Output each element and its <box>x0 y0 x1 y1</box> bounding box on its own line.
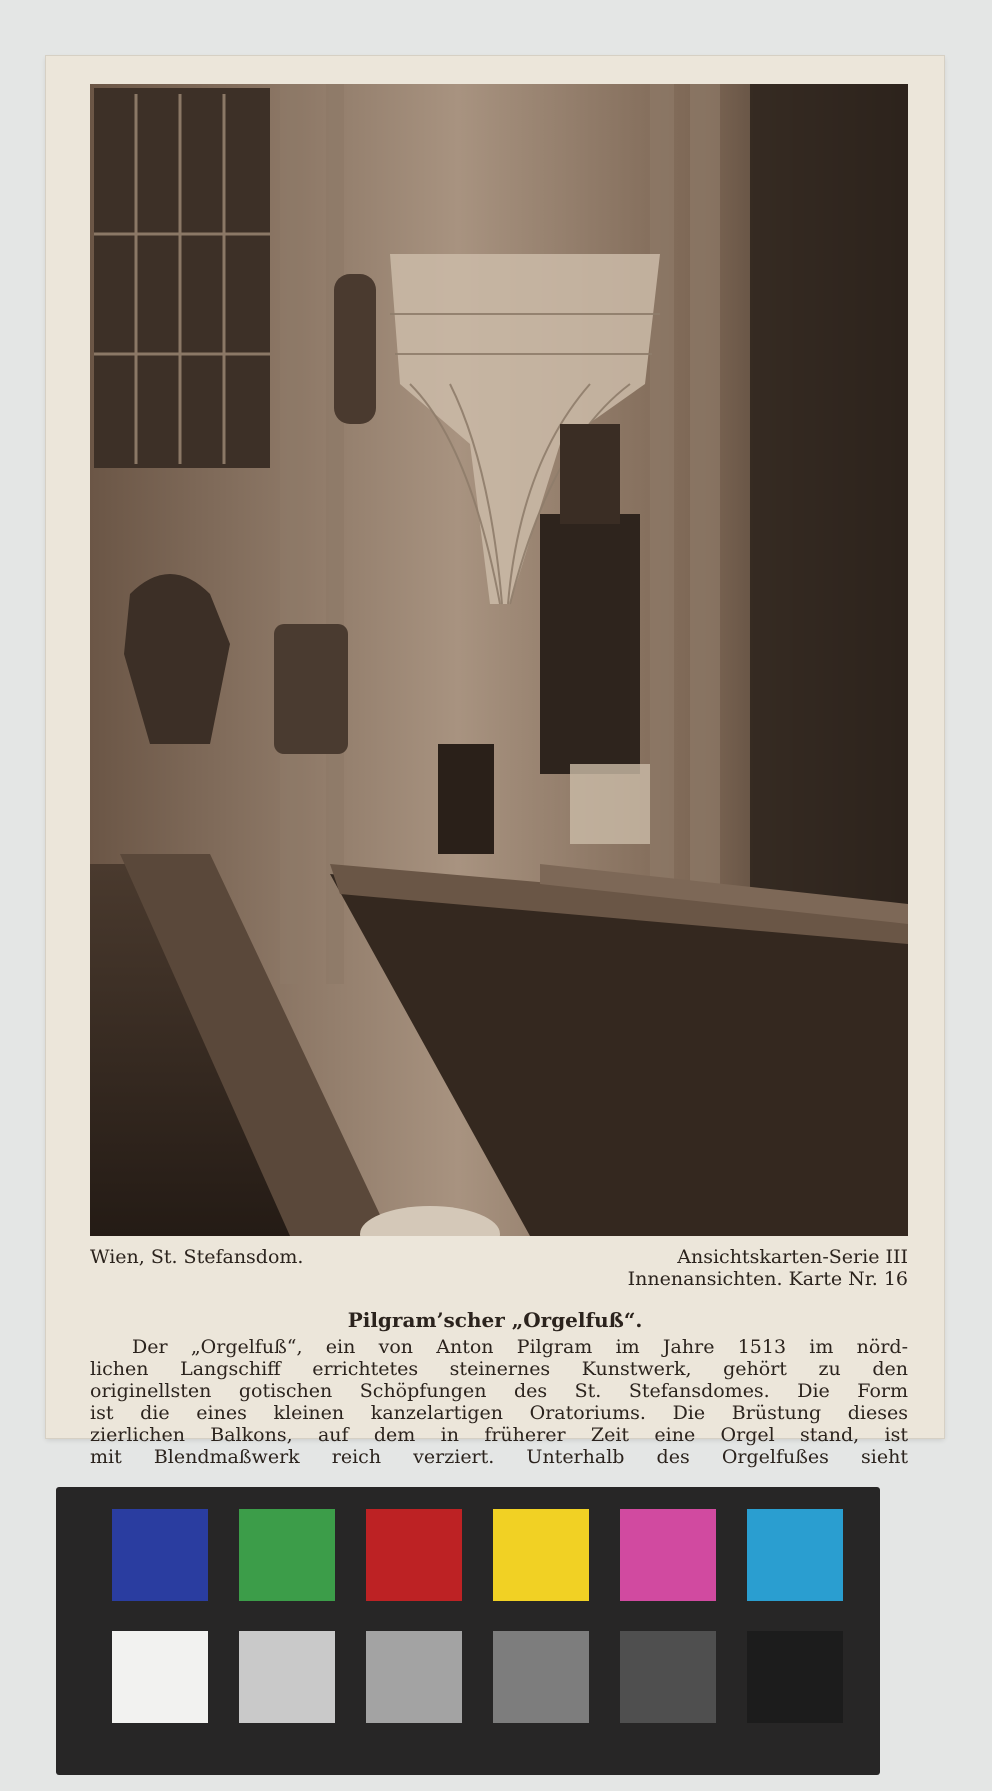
cathedral-interior-photo <box>90 84 908 1236</box>
color-patch-cyan <box>747 1509 843 1601</box>
caption-series-line1: Ansichtskarten-Serie III <box>677 1246 908 1268</box>
altar <box>540 514 640 774</box>
description-line: zierlichen Balkons, auf dem in früherer Zeit eine Orgel stand, ist <box>90 1424 908 1446</box>
color-patch-black <box>747 1631 843 1723</box>
description-line: mit Blendmaßwerk reich verziert. Unterhalb des Orgelfußes sieht <box>90 1446 908 1468</box>
color-patch-dark-gray <box>620 1631 716 1723</box>
color-patch-green <box>239 1509 335 1601</box>
postcard <box>46 56 944 1468</box>
color-patch-blue <box>112 1509 208 1601</box>
stained-glass-window <box>94 88 270 468</box>
color-patch-white <box>112 1631 208 1723</box>
description-line: ist die eines kleinen kanzelartigen Oratoriums. Die Brüstung dieses <box>90 1402 908 1424</box>
description-text <box>90 1336 908 1468</box>
color-patch-light-gray <box>239 1631 335 1723</box>
color-patch-magenta <box>620 1509 716 1601</box>
color-patch-mid-gray <box>493 1631 589 1723</box>
card-title: Pilgram’scher „Orgelfuß“. <box>347 1308 643 1332</box>
color-patch-red <box>366 1509 462 1601</box>
description-line: originellsten gotischen Schöpfungen des St. Stefansdomes. Die Form <box>90 1380 908 1402</box>
photo-illustration <box>90 84 908 1236</box>
caption-location: Wien, St. Stefansdom. <box>90 1246 304 1268</box>
color-patch-yellow <box>493 1509 589 1601</box>
description-line: lichen Langschiff errichtetes steinernes Kunstwerk, gehört zu den <box>90 1358 908 1380</box>
caption-series <box>628 1246 908 1290</box>
color-checker <box>56 1487 880 1775</box>
description-line: Der „Orgelfuß“, ein von Anton Pilgram im Jahre 1513 im nörd- <box>132 1336 908 1358</box>
caption-series-line2: Innenansichten. Karte Nr. 16 <box>627 1268 908 1290</box>
epitaph-middle <box>274 624 348 754</box>
color-patch-mid-light-gray <box>366 1631 462 1723</box>
